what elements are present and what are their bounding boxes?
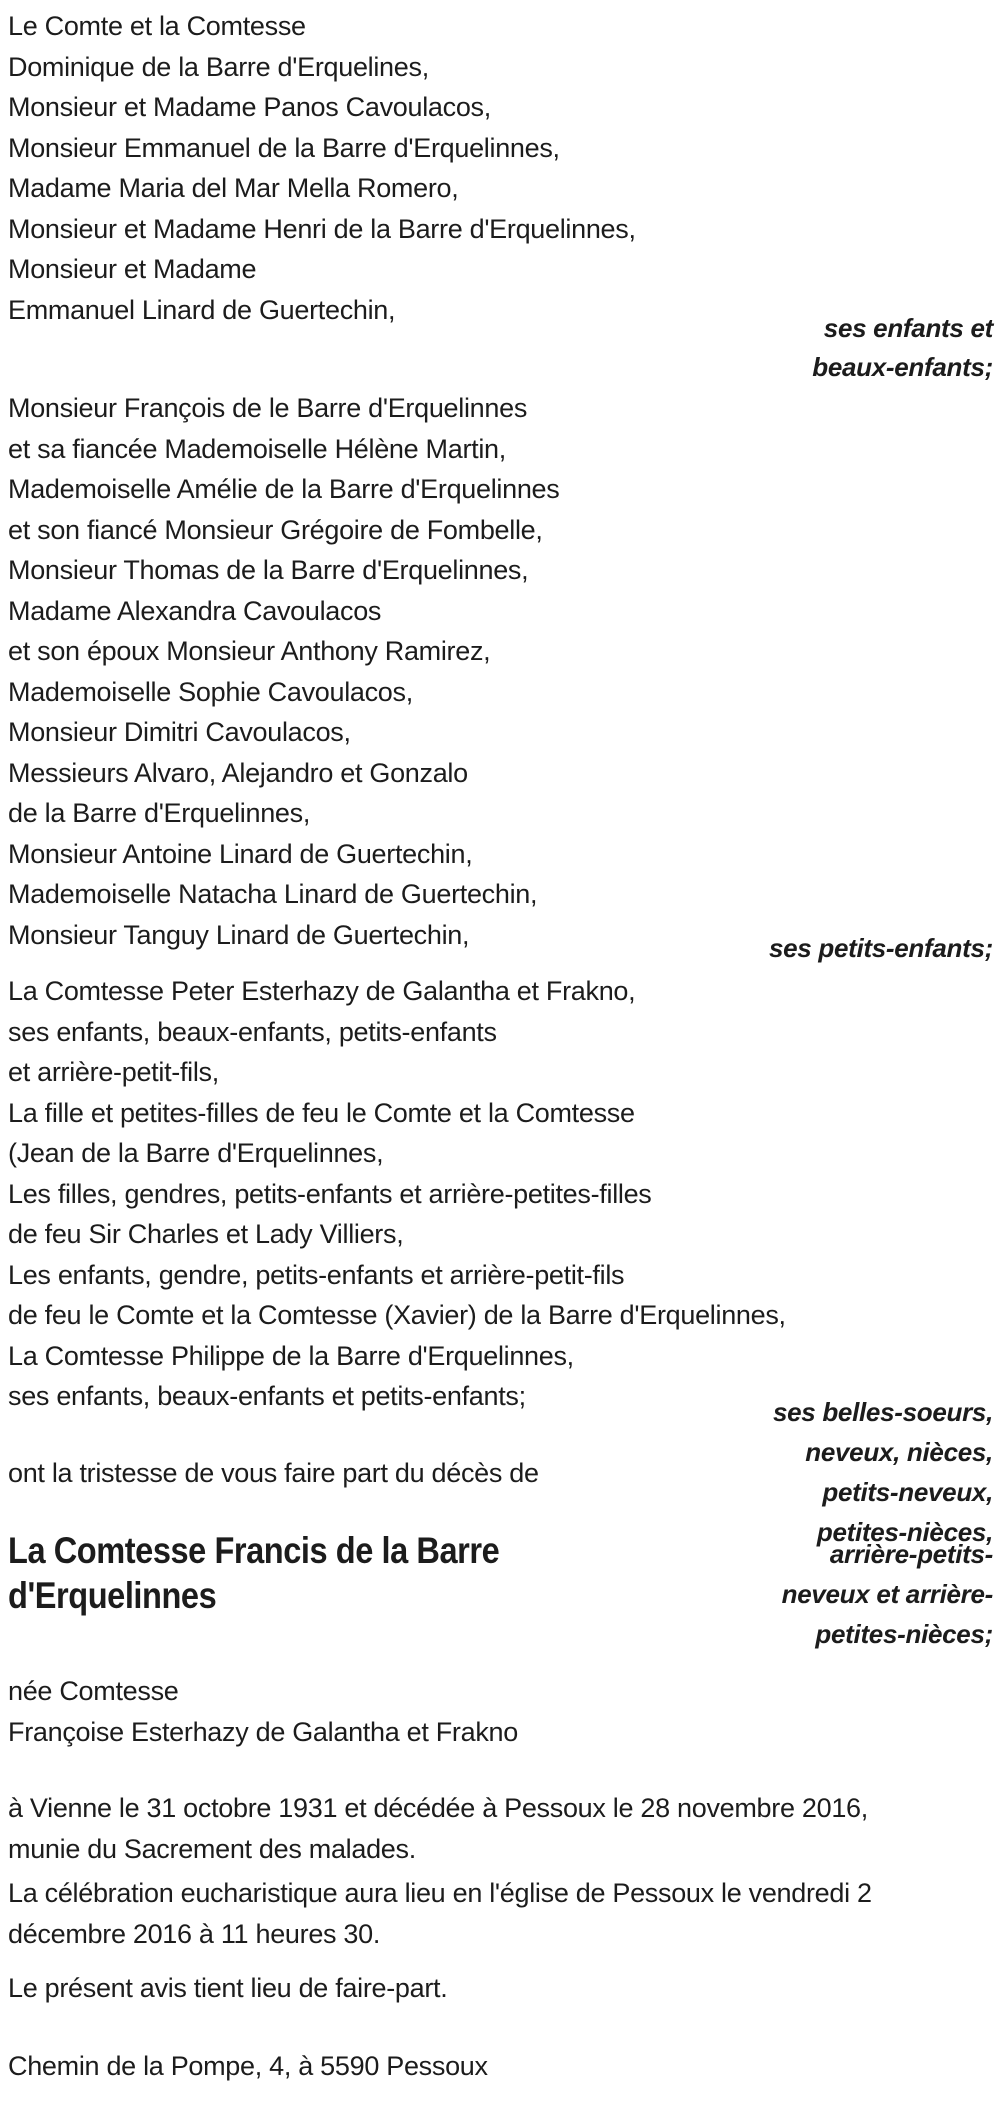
relative-line: et son fiancé Monsieur Grégoire de Fombelle,	[8, 514, 543, 545]
deceased-name-line: La Comtesse Francis de la Barre	[8, 1530, 500, 1571]
relation-label-grandchildren	[769, 928, 993, 968]
relation-label-children	[812, 309, 993, 387]
deceased-name-line: d'Erquelinnes	[8, 1575, 217, 1616]
relative-line: et son époux Monsieur Anthony Ramirez,	[8, 636, 491, 666]
relative-line: Les enfants, gendre, petits-enfants et arrière-petit-fils	[8, 1259, 625, 1290]
ceremony-line: décembre 2016 à 11 heures 30.	[8, 1918, 381, 1949]
ceremony-line: La célébration eucharistique aura lieu en l'église de Pessoux le vendredi 2	[8, 1878, 872, 1908]
relation-label-line: ses belles-soeurs,	[772, 1397, 993, 1427]
relatives-group-grandchildren	[8, 388, 559, 955]
relative-line: Monsieur François de le Barre d'Erquelinnes	[8, 393, 528, 423]
relative-line: Mademoiselle Natacha Linard de Guertechin,	[8, 879, 538, 909]
birth-death-line: munie du Sacrement des malades.	[8, 1833, 416, 1864]
relation-label-line: petites-nièces;	[815, 1619, 993, 1649]
relative-line: de feu Sir Charles et Lady Villiers,	[8, 1219, 404, 1249]
relative-line: Madame Maria del Mar Mella Romero,	[8, 173, 459, 203]
birth-death-details	[8, 1788, 868, 1869]
relative-line: (Jean de la Barre d'Erquelinnes,	[8, 1138, 384, 1168]
relative-line: Le Comte et la Comtesse	[8, 11, 306, 41]
relative-line: Monsieur Dimitri Cavoulacos,	[8, 717, 351, 747]
relatives-group-extended-family	[8, 971, 786, 1417]
relative-line: et arrière-petit-fils,	[8, 1057, 219, 1087]
relative-line: Mademoiselle Amélie de la Barre d'Erquelinnes	[8, 474, 560, 504]
relation-label-line: ses enfants et	[823, 313, 993, 343]
relation-label-line: neveux et arrière-	[781, 1579, 993, 1609]
relative-line: La Comtesse Peter Esterhazy de Galantha et Frakno,	[8, 976, 636, 1006]
relative-line: La Comtesse Philippe de la Barre d'Erquelinnes,	[8, 1340, 574, 1371]
announcement-phrase	[8, 1453, 539, 1494]
relative-line: Madame Alexandra Cavoulacos	[8, 595, 382, 626]
birth-death-line: à Vienne le 31 octobre 1931 et décédée à Pessoux le 28 novembre 2016,	[8, 1793, 868, 1823]
relative-line: Monsieur et Madame	[8, 254, 257, 284]
relation-label-line: petites-nièces,	[816, 1517, 993, 1547]
ceremony-details	[8, 1873, 872, 1954]
announcement-phrase-text: ont la tristesse de vous faire part du décès de	[8, 1458, 539, 1488]
relative-line: ses enfants, beaux-enfants, petits-enfants	[8, 1016, 497, 1047]
family-address	[8, 2046, 488, 2087]
relation-label-line: arrière-petits-	[829, 1539, 993, 1569]
relative-line: Messieurs Alvaro, Alejandro et Gonzalo	[8, 757, 468, 788]
faire-part-notice	[8, 1968, 447, 2009]
maiden-name	[8, 1671, 518, 1752]
relatives-group-children	[8, 6, 636, 330]
relative-line: Monsieur Antoine Linard de Guertechin,	[8, 838, 473, 869]
maiden-name-line: Françoise Esterhazy de Galantha et Frakno	[8, 1716, 518, 1747]
relation-label-line: petits-neveux,	[822, 1477, 993, 1507]
relative-line: de feu le Comte et la Comtesse (Xavier) de la Barre d'Erquelinnes,	[8, 1300, 786, 1330]
family-address-text: Chemin de la Pompe, 4, à 5590 Pessoux	[8, 2051, 488, 2081]
relative-line: Monsieur et Madame Panos Cavoulacos,	[8, 92, 491, 122]
relative-line: Emmanuel Linard de Guertechin,	[8, 294, 396, 325]
relative-line: Monsieur Tanguy Linard de Guertechin,	[8, 919, 470, 950]
relation-label-line: neveux, nièces,	[805, 1437, 993, 1467]
relative-line: de la Barre d'Erquelinnes,	[8, 798, 311, 828]
faire-part-notice-text: Le présent avis tient lieu de faire-part.	[8, 1973, 448, 2003]
relative-line: Dominique de la Barre d'Erquelines,	[8, 51, 429, 82]
relative-line: La fille et petites-filles de feu le Comte et la Comtesse	[8, 1097, 635, 1128]
maiden-name-line: née Comtesse	[8, 1676, 179, 1706]
relative-line: Mademoiselle Sophie Cavoulacos,	[8, 676, 413, 707]
relative-line: Monsieur Thomas de la Barre d'Erquelinnes,	[8, 555, 529, 585]
relation-label-extended-family	[773, 1392, 993, 1654]
relative-line: Monsieur et Madame Henri de la Barre d'Erquelinnes,	[8, 213, 636, 244]
relative-line: Monsieur Emmanuel de la Barre d'Erquelinnes,	[8, 132, 560, 163]
deceased-name-heading	[8, 1528, 566, 1618]
relative-line: et sa fiancée Mademoiselle Hélène Martin,	[8, 433, 506, 464]
relative-line: Les filles, gendres, petits-enfants et arrière-petites-filles	[8, 1178, 652, 1209]
relative-line: ses enfants, beaux-enfants et petits-enfants;	[8, 1381, 526, 1411]
relation-label-line: ses petits-enfants;	[768, 933, 993, 963]
relation-label-line: beaux-enfants;	[812, 352, 993, 382]
